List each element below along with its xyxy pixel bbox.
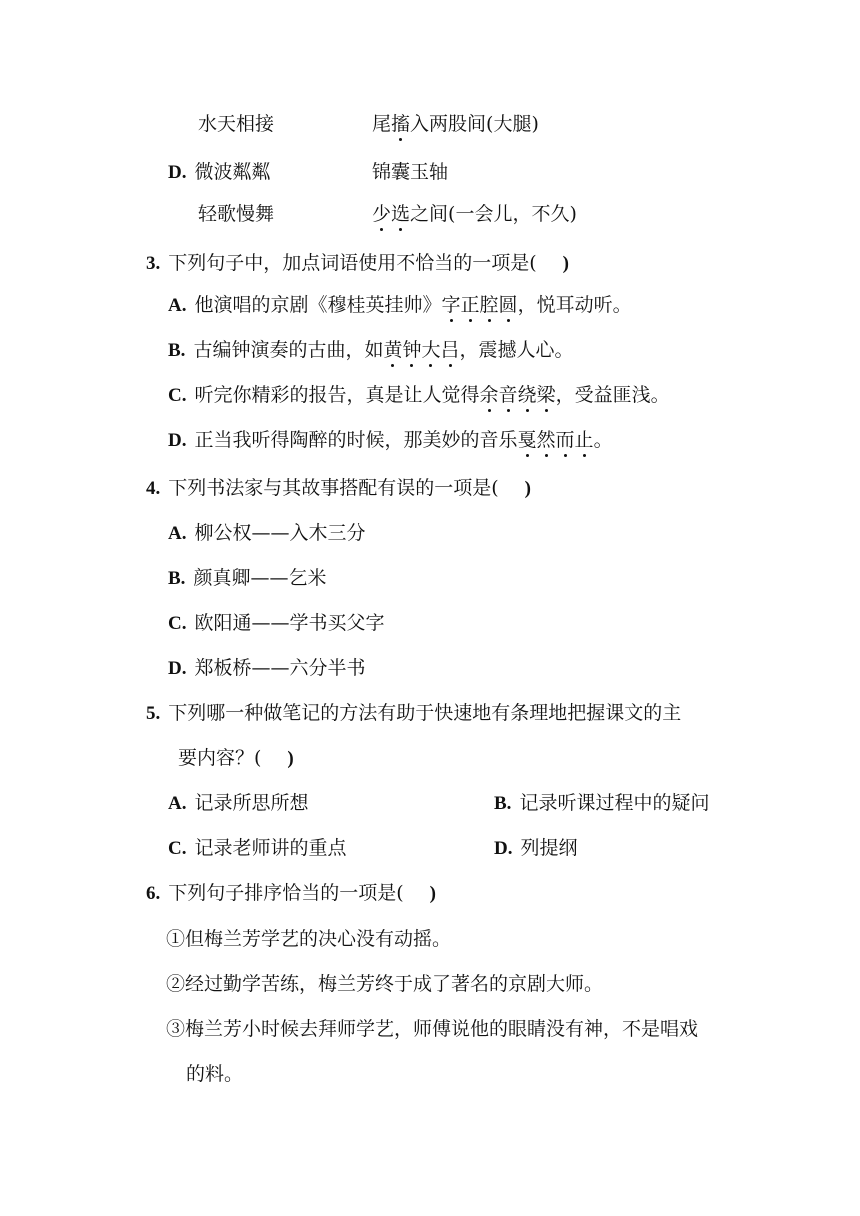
- emphasis-char: 腔: [479, 294, 499, 316]
- emphasis-char: 少: [372, 203, 392, 225]
- question-3-option-d: D. 正当我听得陶醉的时候，那美妙的音乐戛然而止。: [168, 429, 613, 451]
- emphasis-char: 选: [391, 203, 411, 225]
- question-6-item-2: ②经过勤学苦练，梅兰芳终于成了著名的京剧大师。: [166, 973, 604, 995]
- emphasis-dots: [391, 113, 410, 135]
- question-5-option-a: A. 记录所思所想: [168, 792, 309, 814]
- question-number: 5.: [146, 703, 161, 724]
- question-4-stem: 4. 下列书法家与其故事搭配有误的一项是( ): [146, 477, 531, 499]
- option-d-left-line2: 轻歌慢舞: [198, 203, 275, 225]
- question-6-item-3: ③梅兰芳小时候去拜师学艺，师傅说他的眼睛没有神，不是唱戏: [166, 1018, 699, 1040]
- option-label: D.: [168, 162, 187, 183]
- emphasis-char: 而: [555, 429, 575, 451]
- question-5-stem-line2: 要内容？( ): [178, 747, 294, 769]
- question-5-option-d: D. 列提纲: [494, 837, 578, 859]
- emphasis-dots: [372, 203, 410, 225]
- question-number: 4.: [146, 478, 161, 499]
- option-d-right-line2: 少选之间(一会儿，不久): [372, 203, 577, 225]
- option-c-right-line2: 尾搐入两股间(大腿): [372, 113, 539, 135]
- emphasis-char: 搐: [391, 113, 411, 135]
- question-6-item-1: ①但梅兰芳学艺的决心没有动摇。: [166, 928, 452, 950]
- question-6-item-3-cont: 的料。: [186, 1063, 244, 1085]
- option-d-right: 锦囊玉轴: [372, 161, 449, 183]
- emphasis-char: 绕: [517, 384, 537, 406]
- emphasis-dots: [518, 429, 594, 451]
- question-4-option-b: B. 颜真卿——乞米: [168, 567, 327, 589]
- emphasis-char: 音: [498, 384, 518, 406]
- emphasis-char: 正: [460, 294, 480, 316]
- emphasis-char: 梁: [536, 384, 556, 406]
- question-6-stem: 6. 下列句子排序恰当的一项是( ): [146, 882, 436, 904]
- emphasis-dots: [442, 294, 518, 316]
- question-4-option-d: D. 郑板桥——六分半书: [168, 657, 366, 679]
- question-5-option-c: C. 记录老师讲的重点: [168, 837, 347, 859]
- emphasis-char: 吕: [440, 339, 460, 361]
- question-4-option-a: A. 柳公权——入木三分: [168, 522, 366, 544]
- question-4-option-c: C. 欧阳通——学书买父字: [168, 612, 385, 634]
- option-c-left-line2: 水天相接: [198, 113, 275, 135]
- emphasis-char: 大: [421, 339, 441, 361]
- emphasis-char: 圆: [498, 294, 518, 316]
- emphasis-char: 黄: [383, 339, 403, 361]
- emphasis-dots: [383, 339, 459, 361]
- emphasis-char: 止: [574, 429, 594, 451]
- emphasis-dots: [480, 384, 556, 406]
- emphasis-char: 钟: [402, 339, 422, 361]
- question-3-option-b: B. 古编钟演奏的古曲，如黄钟大吕，震撼人心。: [168, 339, 574, 361]
- emphasis-char: 余: [479, 384, 499, 406]
- question-number: 3.: [146, 253, 161, 274]
- question-3-stem: 3. 下列句子中，加点词语使用不恰当的一项是( ): [146, 252, 569, 274]
- question-3-option-a: A. 他演唱的京剧《穆桂英挂帅》字正腔圆，悦耳动听。: [168, 294, 632, 316]
- option-d: D. 微波粼粼: [168, 161, 271, 183]
- emphasis-char: 字: [441, 294, 461, 316]
- emphasis-char: 然: [536, 429, 556, 451]
- emphasis-char: 戛: [517, 429, 537, 451]
- question-5-option-b: B. 记录听课过程中的疑问: [494, 792, 710, 814]
- question-3-option-c: C. 听完你精彩的报告，真是让人觉得余音绕梁，受益匪浅。: [168, 384, 670, 406]
- question-5-stem: 5. 下列哪一种做笔记的方法有助于快速地有条理地把握课文的主: [146, 702, 682, 724]
- question-number: 6.: [146, 883, 161, 904]
